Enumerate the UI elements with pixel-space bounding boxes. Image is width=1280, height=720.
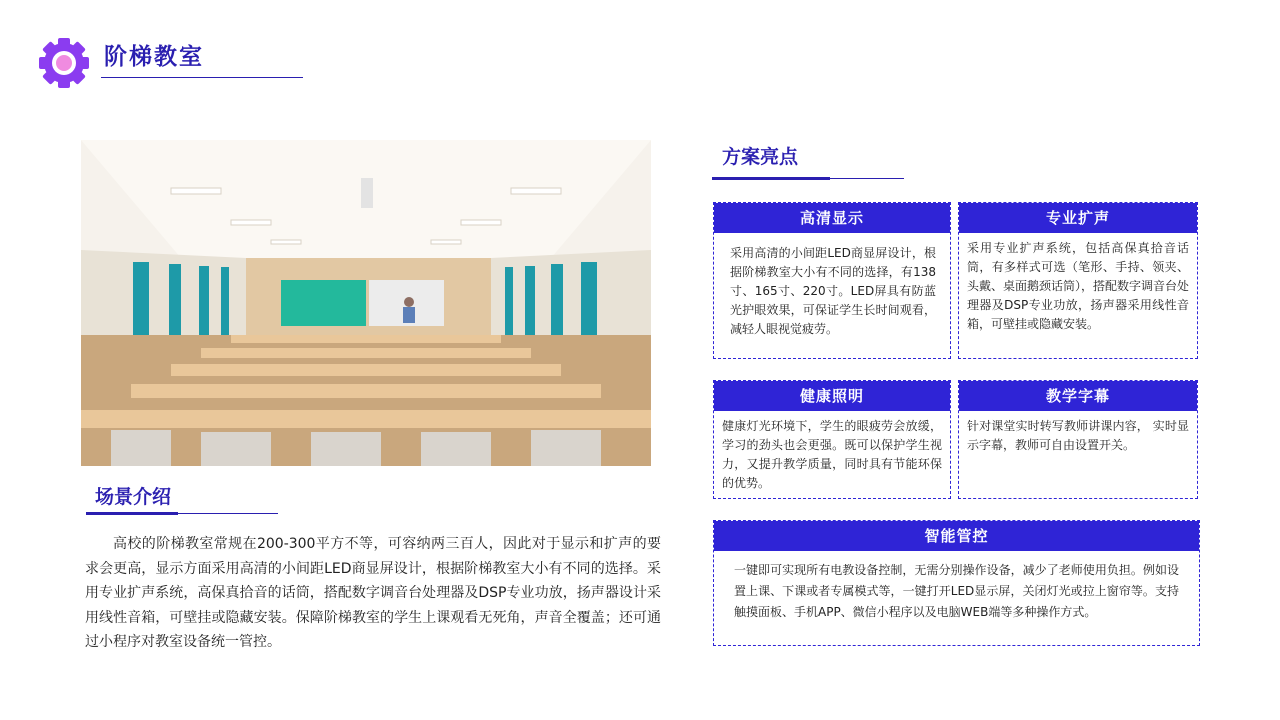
classroom-photo [81, 140, 651, 466]
scene-heading: 场景介绍 [95, 486, 172, 508]
card-healthy-lighting [713, 380, 951, 499]
card-text: 采用专业扩声系统，包括高保真拾音话筒，有多样式可选（笔形、手持、领夹、头戴、桌面鹅颈话筒），搭配数字调音台处理器及DSP专业功放，扬声器采用线性音箱，可壁挂或隐藏安装。 [967, 241, 1190, 331]
card-title: 专业扩声 [959, 203, 1197, 233]
card-text: 一键即可实现所有电教设备控制，无需分别操作设备，减少了老师使用负担。例如设置上课、下课或者专属模式等，一键打开LED显示屏，关闭灯光或拉上窗帘等。支持触摸面板、手机APP、微信小程序以及电脑WEB端等多种操作方式。 [734, 563, 1179, 619]
scene-paragraph: 高校的阶梯教室常规在200-300平方不等，可容纳两三百人，因此对于显示和扩声的要求会更高，显示方面采用高清的小间距LED商显屏设计，根据阶梯教室大小有不同的选择。采用专业扩声系统，高保真拾音的话筒，搭配数字调音台处理器及DSP专业功放，扬声器设计采用线性音箱，可壁挂或隐藏安装。保障阶梯教室的学生上课观看无死角，声音全覆盖；还可通过小程序对教室设备统一管控。 [85, 536, 661, 650]
page-title: 阶梯教室 [104, 44, 204, 70]
card-title: 教学字幕 [959, 381, 1197, 411]
card-teaching-subtitles [958, 380, 1198, 499]
title-underline [101, 77, 303, 78]
gear-icon [37, 36, 91, 90]
card-title: 高清显示 [714, 203, 950, 233]
card-title: 健康照明 [714, 381, 950, 411]
card-text: 针对课堂实时转写教师讲课内容， 实时显示字幕，教师可自由设置开关。 [967, 419, 1189, 452]
card-text: 健康灯光环境下，学生的眼疲劳会放缓，学习的劲头也会更强。既可以保护学生视力，又提升教学质量，同时具有节能环保的优势。 [722, 419, 942, 490]
highlights-heading-line [830, 178, 904, 179]
card-text: 采用高清的小间距LED商显屏设计，根据阶梯教室大小有不同的选择，有138寸、165寸、220寸。LED屏具有防蓝光护眼效果，可保证学生长时间观看，减轻人眼视觉疲劳。 [730, 246, 936, 336]
scene-heading-line [178, 513, 278, 514]
card-pro-audio [958, 202, 1198, 359]
card-smart-control [713, 520, 1200, 646]
card-title: 智能管控 [714, 521, 1199, 551]
card-hd-display [713, 202, 951, 359]
highlights-heading-bar [712, 177, 830, 180]
highlights-heading: 方案亮点 [722, 146, 799, 168]
scene-heading-bar [86, 512, 178, 515]
